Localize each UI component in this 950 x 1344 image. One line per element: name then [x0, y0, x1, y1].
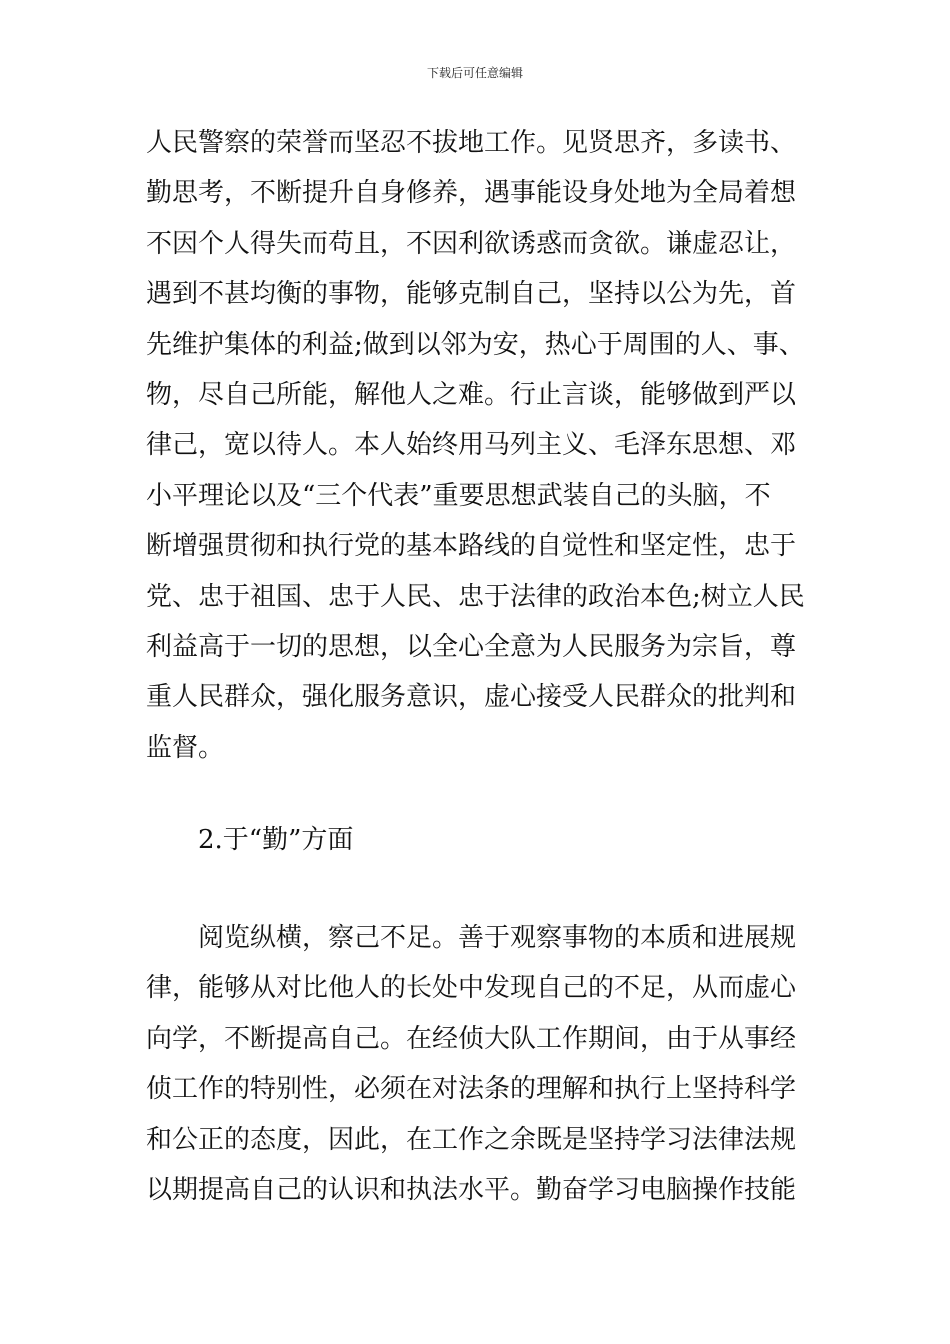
text-line: 物，尽自己所能，解他人之难。行止言谈，能够做到严以 — [146, 379, 797, 410]
text-line: 勤思考，不断提升自身修养，遇事能设身处地为全局着想 — [146, 178, 797, 209]
text-line: 律，能够从对比他人的长处中发现自己的不足，从而虚心 — [146, 973, 797, 1004]
text-line: 侦工作的特别性，必须在对法条的理解和执行上坚持科学 — [146, 1074, 797, 1105]
text-line: 人民警察的荣誉而坚忍不拔地工作。见贤思齐，多读书、 — [146, 128, 797, 158]
text-line: 党、忠于祖国、忠于人民、忠于法律的政治本色;树立人民 — [146, 581, 805, 612]
section-heading-text: 2.于“勤”方面 — [198, 825, 354, 855]
paragraph-2 — [146, 913, 816, 1215]
paragraph-1 — [146, 118, 816, 773]
text-line: 不因个人得失而苟且，不因利欲诱惑而贪欲。谦虚忍让， — [146, 228, 797, 259]
text-line: 小平理论以及“三个代表”重要思想武装自己的头脑，不 — [146, 480, 771, 511]
text-line: 断增强贯彻和执行党的基本路线的自觉性和坚定性，忠于 — [146, 531, 797, 562]
page-header: 下载后可任意编辑 — [426, 66, 523, 80]
text-line: 重人民群众，强化服务意识，虚心接受人民群众的批判和 — [146, 682, 797, 713]
text-line: 和公正的态度，因此，在工作之余既是坚持学习法律法规 — [146, 1124, 797, 1155]
text-line: 遇到不甚均衡的事物，能够克制自己，坚持以公为先，首 — [146, 279, 797, 310]
text-line: 先维护集体的利益;做到以邻为安，热心于周围的人、事、 — [146, 329, 805, 360]
text-line: 向学，不断提高自己。在经侦大队工作期间，由于从事经 — [146, 1023, 797, 1054]
text-line: 律己，宽以待人。本人始终用马列主义、毛泽东思想、邓 — [146, 430, 797, 461]
section-2-heading — [146, 815, 816, 865]
text-line: 以期提高自己的认识和执法水平。勤奋学习电脑操作技能 — [146, 1174, 797, 1205]
text-line: 监督。 — [146, 732, 225, 763]
text-line: 利益高于一切的思想，以全心全意为人民服务为宗旨，尊 — [146, 631, 797, 662]
text-line: 阅览纵横，察己不足。善于观察事物的本质和进展规 — [198, 923, 797, 953]
